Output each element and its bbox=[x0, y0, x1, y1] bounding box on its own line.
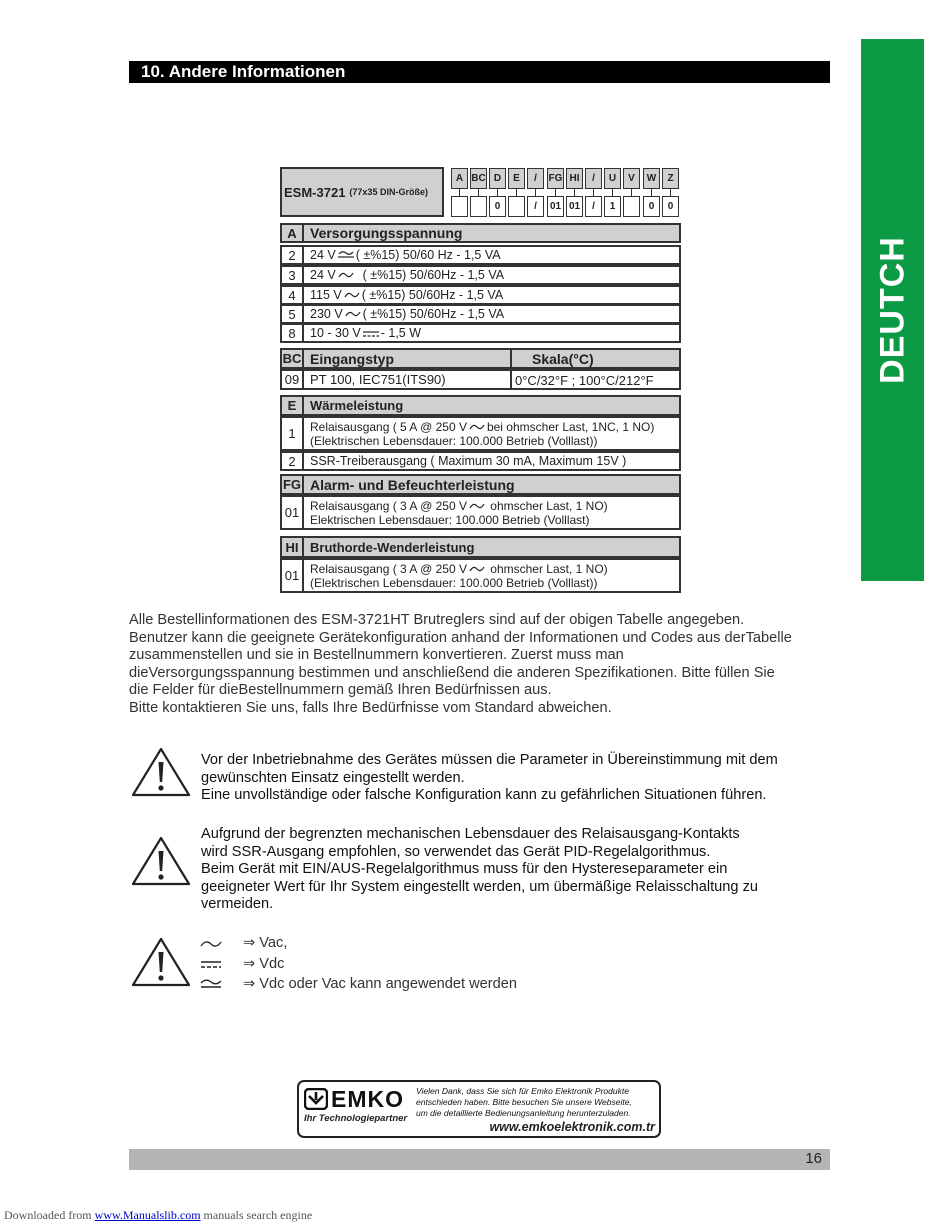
supply-row bbox=[280, 265, 681, 285]
turning-key: HI bbox=[282, 538, 304, 556]
warning-line: Eine unvollständige oder falsche Konfiguration kann zu gefährlichen Situationen führen. bbox=[201, 787, 767, 804]
section-title: 10. Andere Informationen bbox=[129, 61, 830, 83]
paragraph-line: Alle Bestellinformationen des ESM-3721HT Brutreglers sind auf der obigen Tabelle angegeben. bbox=[129, 612, 745, 628]
acdc-icon bbox=[338, 251, 354, 259]
supply-row bbox=[280, 285, 681, 305]
model-size: (77x35 DIN-Größe) bbox=[349, 187, 428, 197]
code-connector bbox=[516, 189, 517, 196]
supply-voltage: 24 V bbox=[310, 248, 336, 262]
paragraph-line: dieVersorgungsspannung bestimmen und anschließend die anderen Spezifikationen. Bitte füllen Sie bbox=[129, 664, 775, 681]
code-value bbox=[451, 196, 468, 217]
alarm-line1-post: ohmscher Last, 1 NO) bbox=[486, 498, 608, 513]
ordering-info-paragraph bbox=[129, 612, 859, 718]
supply-spec: - 1,5 W bbox=[380, 326, 422, 340]
emko-info-box bbox=[297, 1080, 661, 1138]
warning-icon bbox=[130, 746, 192, 798]
heating-code-2: 2 bbox=[282, 453, 304, 469]
supply-code: 8 bbox=[282, 325, 304, 341]
supply-code: 2 bbox=[282, 247, 304, 263]
code-connector bbox=[459, 189, 460, 196]
ac-icon bbox=[200, 939, 222, 949]
code-header: / bbox=[585, 168, 602, 189]
thanks-line: Vielen Dank, dass Sie sich für Emko Elektronik Produkte bbox=[416, 1086, 629, 1096]
code-header: E bbox=[508, 168, 525, 189]
code-connector bbox=[478, 189, 479, 196]
supply-code: 5 bbox=[282, 306, 304, 322]
emko-logo bbox=[304, 1087, 410, 1111]
warning-configuration bbox=[201, 752, 841, 805]
code-value: / bbox=[527, 196, 544, 217]
heating-line1-pre: Relaisausgang ( 5 A @ 250 V bbox=[310, 419, 467, 434]
warning-icon bbox=[130, 835, 192, 887]
scale-title: Skala(°C) bbox=[532, 351, 594, 367]
footer-bar bbox=[129, 1149, 830, 1170]
code-value bbox=[623, 196, 640, 217]
emko-tagline: Ihr Technologiepartner bbox=[304, 1113, 408, 1124]
heating-row-2 bbox=[280, 451, 681, 471]
ac-icon bbox=[338, 271, 354, 279]
heating-line1-post: bei ohmscher Last, 1NC, 1 NO) bbox=[486, 419, 655, 434]
paragraph-line: Benutzer kann die geeignete Gerätekonfiguration anhand der Informationen und Codes aus derTabelle bbox=[129, 629, 792, 646]
thanks-line: entschieden haben. Bitte besuchen Sie unsere Webseite, bbox=[416, 1097, 632, 1107]
turning-row bbox=[280, 558, 681, 593]
language-tab bbox=[861, 39, 924, 581]
turning-header bbox=[280, 536, 681, 558]
heating-header bbox=[280, 395, 681, 416]
code-connector bbox=[574, 189, 575, 196]
alarm-line2: Elektrischen Lebensdauer: 100.000 Betrieb (Volllast) bbox=[310, 512, 590, 527]
ac-icon bbox=[469, 502, 485, 510]
heating-key: E bbox=[282, 397, 304, 414]
supply-spec: ( ±%15) 50/60Hz - 1,5 VA bbox=[361, 288, 504, 302]
warning-relay bbox=[201, 826, 841, 914]
alarm-code: 01 bbox=[282, 497, 304, 528]
input-key: BC bbox=[282, 350, 304, 367]
code-connector bbox=[670, 189, 671, 196]
code-value: 01 bbox=[566, 196, 583, 217]
model-box bbox=[280, 167, 444, 217]
code-connector bbox=[497, 189, 498, 196]
turning-title: Bruthorde-Wenderleistung bbox=[310, 539, 475, 555]
alarm-line1-pre: Relaisausgang ( 3 A @ 250 V bbox=[310, 498, 467, 513]
language-tab-label: DEUTCH bbox=[873, 236, 911, 384]
model-name: ESM-3721 bbox=[284, 184, 346, 200]
code-value: 1 bbox=[604, 196, 621, 217]
code-header: HI bbox=[566, 168, 583, 189]
code-connector bbox=[631, 189, 632, 196]
legend-dc: ⇒ Vdc bbox=[243, 956, 285, 972]
warning-line: Vor der Inbetriebnahme des Gerätes müssen die Parameter in Übereinstimmung mit dem bbox=[201, 752, 778, 768]
heating-row-1 bbox=[280, 416, 681, 451]
code-header: / bbox=[527, 168, 544, 189]
warning-line: wird SSR-Ausgang empfohlen, so verwendet das Gerät PID-Regelalgorithmus. bbox=[201, 843, 711, 860]
code-header: Z bbox=[662, 168, 679, 189]
supply-header bbox=[280, 223, 681, 243]
input-row bbox=[280, 369, 681, 390]
supply-spec: ( ±%15) 50/60 Hz - 1,5 VA bbox=[355, 248, 501, 262]
ac-icon bbox=[469, 423, 485, 431]
code-value: / bbox=[585, 196, 602, 217]
warning-line: gewünschten Einsatz eingestellt werden. bbox=[201, 769, 465, 786]
supply-voltage: 115 V bbox=[310, 288, 342, 302]
alarm-header bbox=[280, 474, 681, 495]
code-header: U bbox=[604, 168, 621, 189]
input-title: Eingangstyp bbox=[310, 350, 395, 367]
code-connector bbox=[555, 189, 556, 196]
code-header: A bbox=[451, 168, 468, 189]
code-connector bbox=[651, 189, 652, 196]
warning-icon bbox=[130, 936, 192, 988]
dc-icon bbox=[200, 959, 222, 969]
alarm-title: Alarm- und Befeuchterleistung bbox=[310, 476, 515, 493]
supply-row bbox=[280, 304, 681, 324]
code-header: FG bbox=[547, 168, 564, 189]
paragraph-line: die Felder für dieBestellnummern gemäß Ihren Bedürfnissen aus. bbox=[129, 682, 552, 699]
turning-code: 01 bbox=[282, 560, 304, 591]
emko-thanks bbox=[416, 1086, 632, 1119]
emko-logo-icon bbox=[304, 1088, 328, 1110]
turning-line2: (Elektrischen Lebensdauer: 100.000 Betrieb (Volllast)) bbox=[310, 575, 598, 590]
code-header: V bbox=[623, 168, 640, 189]
warning-line: Beim Gerät mit EIN/AUS-Regelalgorithmus muss für den Hystereseparameter ein bbox=[201, 861, 728, 878]
supply-code: 4 bbox=[282, 287, 304, 303]
manualslib-link[interactable]: www.Manualslib.com bbox=[94, 1208, 201, 1222]
code-value bbox=[508, 196, 525, 217]
download-prefix: Downloaded from bbox=[4, 1208, 95, 1222]
code-value: 0 bbox=[643, 196, 660, 217]
supply-voltage: 230 V bbox=[310, 307, 343, 321]
download-suffix: manuals search engine bbox=[200, 1208, 313, 1222]
code-header: D bbox=[489, 168, 506, 189]
supply-voltage: 10 - 30 V bbox=[310, 326, 361, 340]
code-header: W bbox=[643, 168, 660, 189]
emko-logo-text: EMKO bbox=[331, 1085, 404, 1112]
warning-line: vermeiden. bbox=[201, 896, 274, 913]
emko-url[interactable]: www.emkoelektronik.com.tr bbox=[489, 1120, 655, 1134]
page-number: 16 bbox=[805, 1150, 822, 1167]
supply-key: A bbox=[282, 225, 304, 241]
input-header bbox=[280, 348, 681, 369]
legend-ac: ⇒ Vac, bbox=[243, 935, 288, 951]
supply-spec: ( ±%15) 50/60Hz - 1,5 VA bbox=[355, 268, 505, 282]
code-value bbox=[470, 196, 487, 217]
code-value: 01 bbox=[547, 196, 564, 217]
code-header: BC bbox=[470, 168, 487, 189]
heating-code-1: 1 bbox=[282, 418, 304, 449]
alarm-row bbox=[280, 495, 681, 530]
code-connector bbox=[535, 189, 536, 196]
turning-line1-pre: Relaisausgang ( 3 A @ 250 V bbox=[310, 561, 467, 576]
ac-icon bbox=[469, 565, 485, 573]
code-value: 0 bbox=[662, 196, 679, 217]
supply-title: Versorgungsspannung bbox=[310, 225, 463, 241]
ac-icon bbox=[345, 310, 361, 318]
heating-title: Wärmeleistung bbox=[310, 398, 404, 413]
paragraph-line: Bitte kontaktieren Sie uns, falls Ihre Bedürfnisse vom Standard abweichen. bbox=[129, 699, 612, 716]
heating-line2: (Elektrischen Lebensdauer: 100.000 Betrieb (Volllast)) bbox=[310, 433, 598, 448]
thanks-line: um die detaillierte Bedienungsanleitung herunterzuladen. bbox=[416, 1108, 631, 1118]
download-note bbox=[4, 1208, 312, 1223]
supply-voltage: 24 V bbox=[310, 268, 336, 282]
warning-line: geeigneter Wert für Ihr System eingestellt werden, um übermäßige Relaisschaltung zu bbox=[201, 878, 758, 895]
ac-icon bbox=[344, 291, 360, 299]
alarm-key: FG bbox=[282, 476, 304, 493]
input-value: PT 100, IEC751(ITS90) bbox=[310, 372, 446, 387]
input-code: 09 bbox=[282, 371, 304, 388]
supply-code: 3 bbox=[282, 267, 304, 283]
acdc-icon bbox=[200, 979, 222, 989]
paragraph-line: zusammenstellen und sie in Bestellnummern konvertieren. Zuerst muss man bbox=[129, 647, 624, 664]
code-connector bbox=[593, 189, 594, 196]
heating-ssr: SSR-Treiberausgang ( Maximum 30 mA, Maximum 15V ) bbox=[310, 454, 627, 468]
warning-line: Aufgrund der begrenzten mechanischen Lebensdauer des Relaisausgang-Kontakts bbox=[201, 826, 740, 842]
input-scale: 0°C/32°F ; 100°C/212°F bbox=[515, 373, 654, 388]
supply-row bbox=[280, 323, 681, 343]
dc-icon bbox=[363, 329, 379, 337]
supply-row bbox=[280, 245, 681, 265]
legend-acdc: ⇒ Vdc oder Vac kann angewendet werden bbox=[243, 976, 518, 992]
code-connector bbox=[612, 189, 613, 196]
code-value: 0 bbox=[489, 196, 506, 217]
turning-line1-post: ohmscher Last, 1 NO) bbox=[486, 561, 608, 576]
supply-spec: ( ±%15) 50/60Hz - 1,5 VA bbox=[362, 307, 505, 321]
